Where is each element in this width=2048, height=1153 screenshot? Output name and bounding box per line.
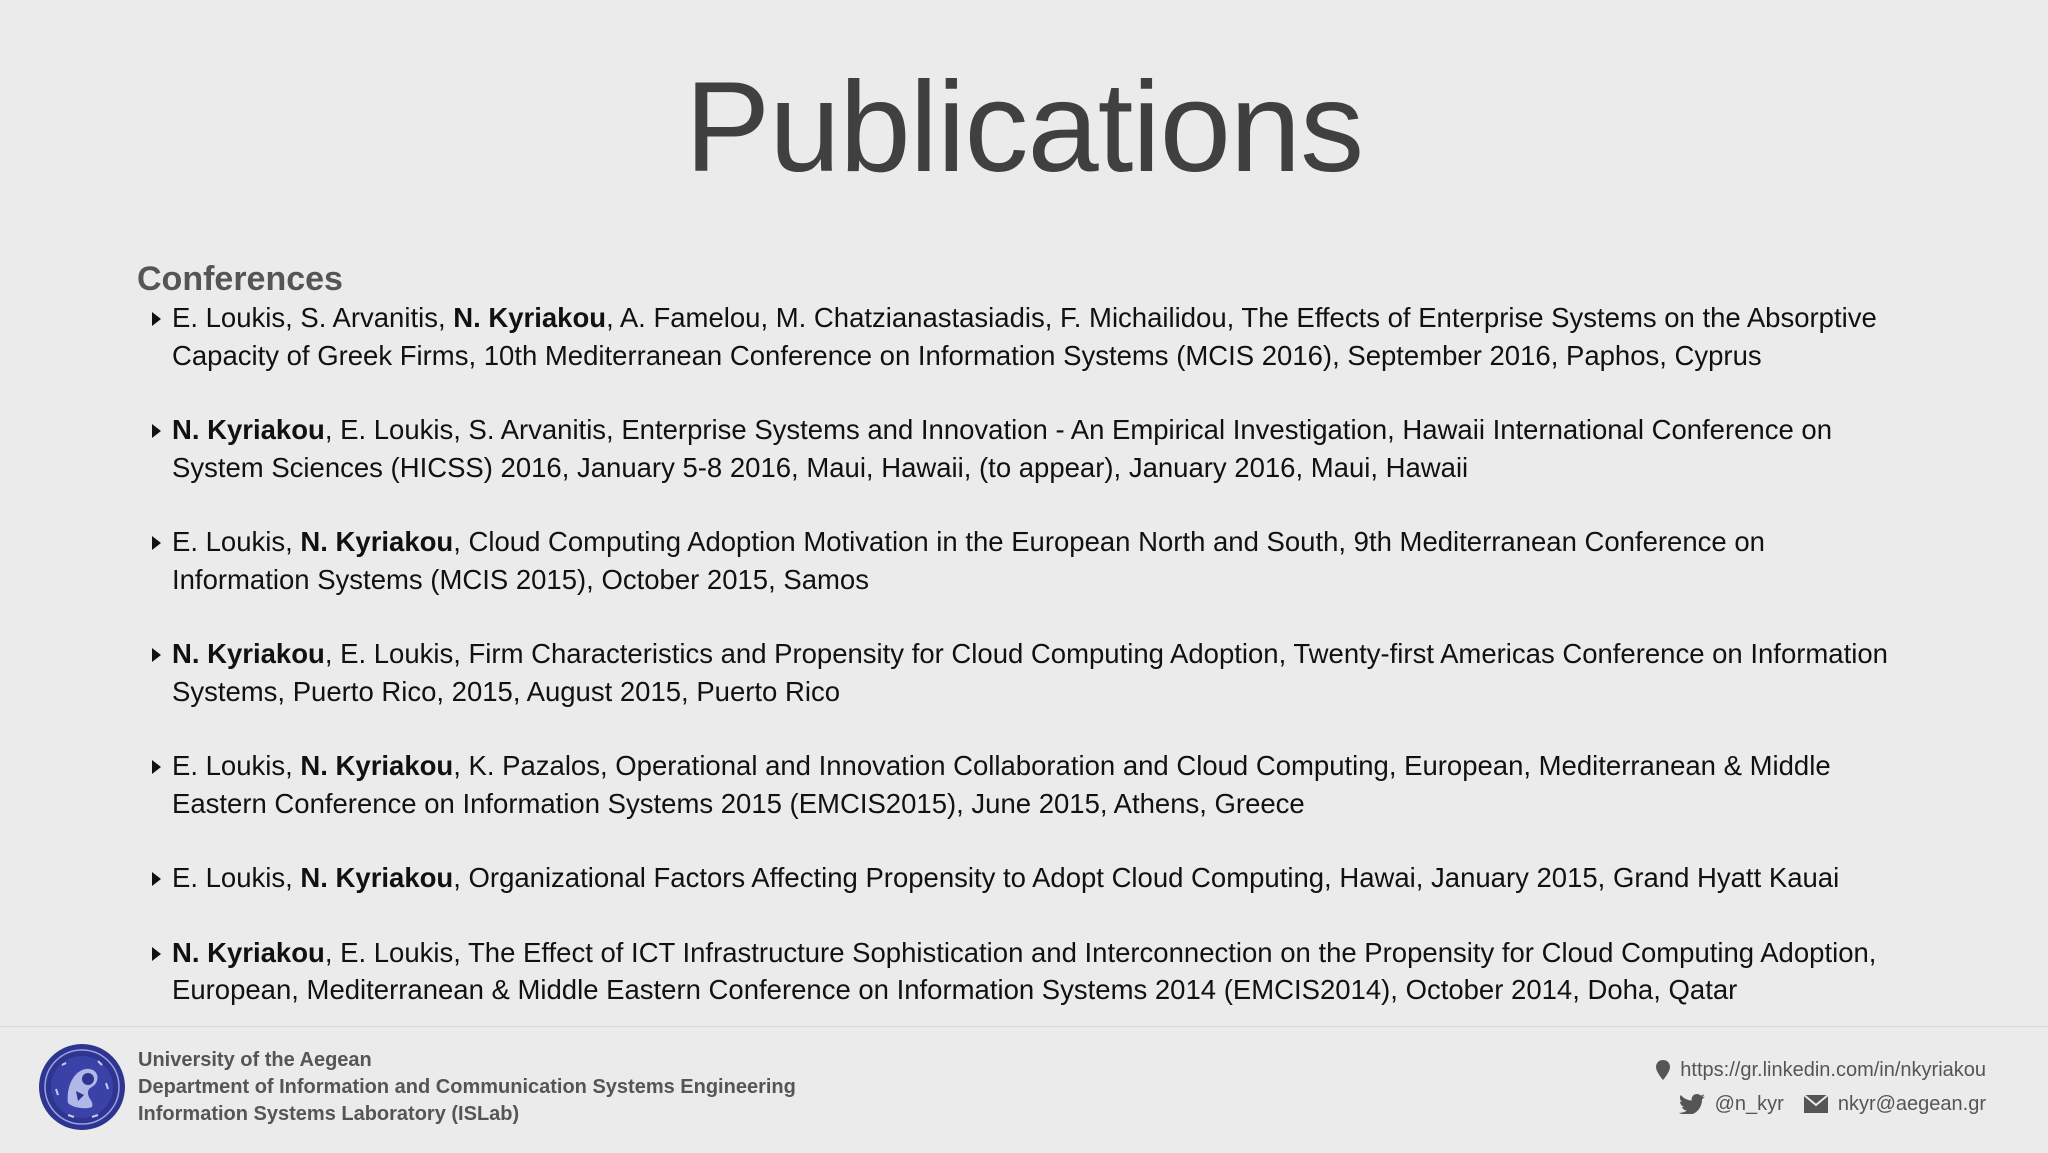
publication-details: , K. Pazalos, Operational and Innovation Collaboration and Cloud Computing, European, Mediterranean & Middle Eastern Conference on Information Systems 2015 (EMCIS2015), June 2015, Athens, Greece — [172, 750, 1831, 819]
section-heading-conferences: Conferences — [137, 260, 343, 298]
footer — [0, 1026, 2048, 1153]
social-row — [1656, 1087, 1986, 1121]
publication-item — [148, 934, 1908, 1009]
highlighted-author: N. Kyriakou — [172, 936, 325, 968]
bullet-arrow-icon — [152, 760, 161, 774]
lab-name: Information Systems Laboratory (ISLab) — [138, 1103, 520, 1125]
highlighted-author: N. Kyriakou — [300, 862, 454, 893]
publication-authors-before: E. Loukis, — [172, 526, 301, 557]
publication-details: , E. Loukis, Firm Characteristics and Propensity for Cloud Computing Adoption, Twenty-first Americas Conference on Information Systems, Puerto Rico, 2015, August 2015, Puerto Rico — [172, 638, 1888, 707]
email-link[interactable]: nkyr@aegean.gr — [1837, 1093, 1986, 1115]
department-name: Department of Information and Communication Systems Engineering — [138, 1076, 796, 1098]
map-pin-icon — [1656, 1060, 1670, 1080]
highlighted-author: N. Kyriakou — [300, 750, 454, 781]
bullet-arrow-icon — [152, 648, 161, 662]
linkedin-row — [1656, 1053, 1986, 1087]
publication-authors-before: E. Loukis, — [172, 862, 301, 893]
publication-item — [148, 859, 1908, 897]
publication-item — [148, 523, 1908, 598]
bullet-arrow-icon — [152, 424, 161, 438]
linkedin-link[interactable]: https://gr.linkedin.com/in/nkyriakou — [1680, 1059, 1986, 1081]
university-name: University of the Aegean — [138, 1049, 372, 1071]
highlighted-author: N. Kyriakou — [172, 414, 325, 445]
twitter-bird-icon — [1679, 1094, 1705, 1114]
publication-details: , Organizational Factors Affecting Propensity to Adopt Cloud Computing, Hawai, January 2015, Grand Hyatt Kauai — [453, 862, 1840, 893]
publication-details: , E. Loukis, The Effect of ICT Infrastructure Sophistication and Interconnection on the Propensity for Cloud Computing Adoption, European, Mediterranean & Middle Eastern Conference on Information Systems 2014 (EMCIS2014), October 2014, Doha, Qatar — [172, 936, 1877, 1005]
envelope-icon — [1804, 1095, 1828, 1113]
publication-list — [148, 299, 1908, 1046]
twitter-handle[interactable]: @n_kyr — [1714, 1093, 1784, 1115]
bullet-arrow-icon — [152, 536, 161, 550]
bullet-arrow-icon — [152, 312, 161, 326]
highlighted-author: N. Kyriakou — [300, 526, 454, 557]
footer-affiliation — [138, 1047, 796, 1128]
publication-item — [148, 747, 1908, 822]
highlighted-author: N. Kyriakou — [453, 302, 607, 333]
publication-details: , Cloud Computing Adoption Motivation in the European North and South, 9th Mediterranean Conference on Information Systems (MCIS 2015), October 2015, Samos — [172, 526, 1765, 595]
bullet-arrow-icon — [152, 872, 161, 886]
contact-info — [1656, 1053, 1986, 1121]
highlighted-author: N. Kyriakou — [172, 638, 325, 669]
page-title: Publications — [684, 56, 1364, 199]
bullet-arrow-icon — [152, 947, 161, 961]
publication-item — [148, 299, 1908, 374]
publication-authors-before: E. Loukis, — [172, 750, 301, 781]
university-seal-logo — [38, 1043, 126, 1131]
publication-item — [148, 635, 1908, 710]
publication-details: , A. Famelou, M. Chatzianastasiadis, F. Michailidou, The Effects of Enterprise Systems on the Absorptive Capacity of Greek Firms, 10th Mediterranean Conference on Information Systems (MCIS 2016), September 2016, Paphos, Cyprus — [172, 302, 1877, 371]
publication-authors-before: E. Loukis, S. Arvanitis, — [172, 302, 454, 333]
publication-item — [148, 411, 1908, 486]
publication-details: , E. Loukis, S. Arvanitis, Enterprise Systems and Innovation - An Empirical Investigation, Hawaii International Conference on System Sciences (HICSS) 2016, January 5-8 2016, Maui, Hawaii, (to appear), January 2016, Maui, Hawaii — [172, 414, 1832, 483]
